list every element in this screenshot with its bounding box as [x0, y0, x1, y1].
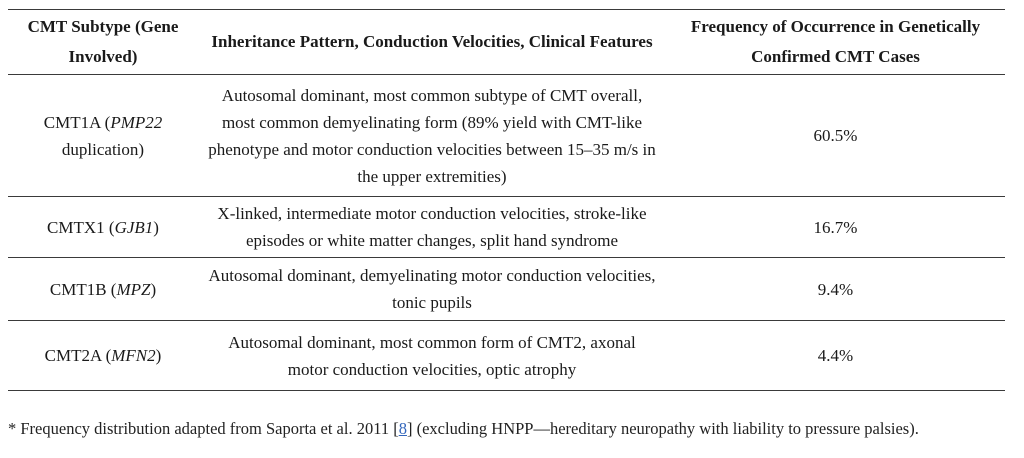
subtype-cell: [8, 321, 198, 391]
subtype-text: CMT1B (: [49, 279, 117, 299]
subtype-text: CMTX1 (: [47, 217, 115, 237]
column-header-frequency: Frequency of Occurrence in Genetically Confirmed CMT Cases: [690, 17, 981, 66]
frequency-cell: 60.5%: [813, 126, 858, 145]
column-header-subtype: CMT Subtype (Gene Involved): [27, 17, 179, 66]
subtype-text: CMT1A (: [43, 112, 111, 132]
subtype-text: duplication): [61, 139, 145, 159]
subtype-cell: [8, 197, 198, 258]
frequency-cell: 9.4%: [817, 279, 854, 299]
footnote: [8, 418, 998, 440]
frequency-cell: 16.7%: [813, 217, 858, 237]
gene-name: GJB1: [114, 217, 154, 237]
frequency-cell: 4.4%: [817, 346, 854, 365]
table-row: [8, 197, 1005, 258]
subtype-text: ): [155, 346, 162, 365]
gene-name: MFN2: [111, 346, 156, 365]
subtype-text: CMT2A (: [44, 346, 112, 365]
table-row: [8, 258, 1005, 321]
description-cell: X-linked, intermediate motor conduction velocities, stroke-like episodes or white matter changes, split hand syndrome: [217, 204, 647, 250]
subtype-cell: [8, 258, 198, 321]
footnote-text: ] (excluding HNPP—hereditary neuropathy with liability to pressure palsies).: [406, 419, 919, 438]
subtype-text: ): [150, 279, 157, 299]
cmt-subtype-table: [8, 9, 1005, 391]
description-cell: Autosomal dominant, most common subtype of CMT overall, most common demyelinating form (89% yield with CMT-like phenotype and motor conduction velocities between 15–35 m/s in the upper extremities): [208, 85, 656, 186]
gene-name: PMP22: [110, 112, 163, 132]
table-row: [8, 75, 1005, 197]
table-header-row: [8, 10, 1005, 75]
footnote-text: * Frequency distribution adapted from Saporta et al. 2011 [: [8, 419, 399, 438]
subtype-text: ): [153, 217, 159, 237]
column-header-features: Inheritance Pattern, Conduction Velocities, Clinical Features: [211, 32, 653, 51]
description-cell: Autosomal dominant, demyelinating motor conduction velocities, tonic pupils: [208, 266, 656, 312]
table-row: [8, 321, 1005, 391]
gene-name: MPZ: [116, 279, 151, 299]
reference-8-link[interactable]: 8: [398, 419, 407, 438]
description-cell: Autosomal dominant, most common form of CMT2, axonal motor conduction velocities, optic atrophy: [228, 332, 636, 379]
subtype-cell: [8, 75, 198, 197]
